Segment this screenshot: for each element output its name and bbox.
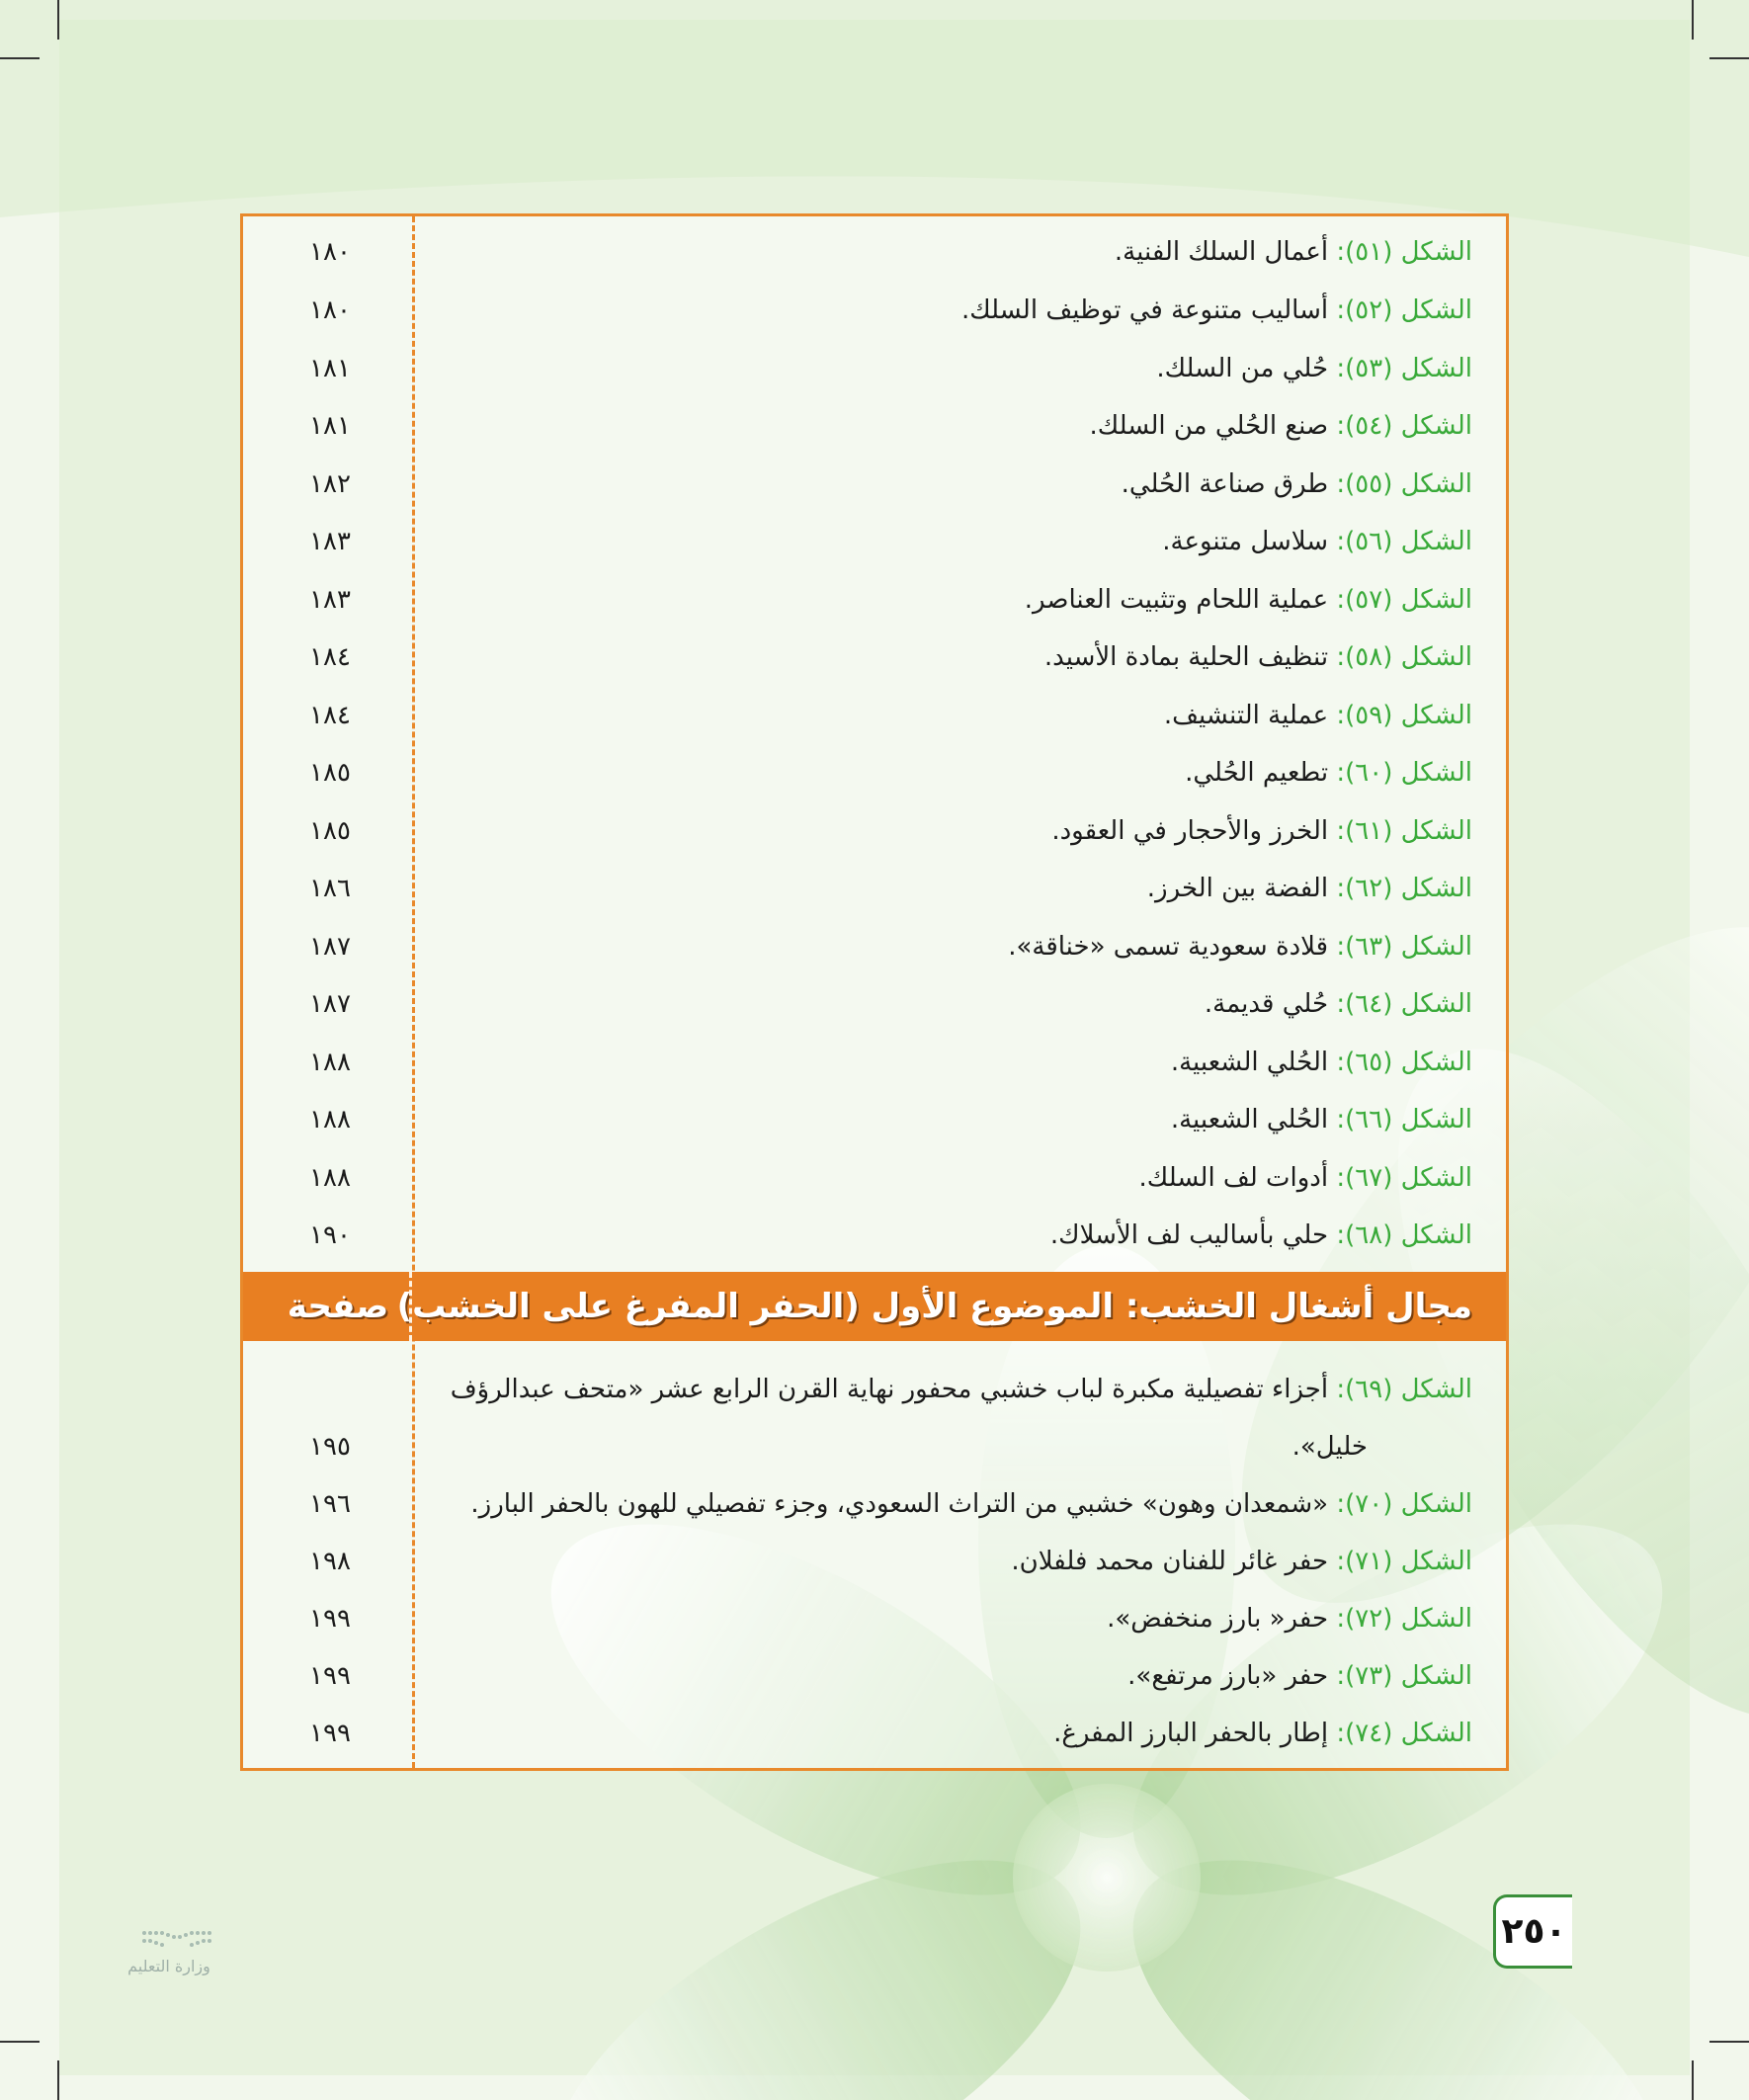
page-number-cell: ١٨٠ — [309, 295, 351, 325]
figure-caption: قلادة سعودية تسمى «خناقة». — [1008, 932, 1329, 962]
figure-label: الشكل (٦٠): — [1336, 758, 1472, 788]
list-item — [243, 1482, 1506, 1526]
list-item — [243, 637, 1506, 677]
crop-mark — [1709, 57, 1749, 59]
figure-caption: حُلي من السلك. — [1156, 354, 1329, 383]
page-number-cell: ١٨٦ — [309, 874, 351, 903]
figure-caption: الفضة بين الخرز. — [1146, 874, 1329, 903]
crop-mark — [0, 57, 40, 59]
page-number-cell: ١٨٣ — [309, 527, 351, 556]
figure-label: الشكل (٦٥): — [1336, 1048, 1472, 1077]
crop-mark — [1692, 2060, 1694, 2100]
page-number-cell: ١٨٧ — [309, 989, 351, 1019]
page-column-heading: صفحة — [287, 1287, 389, 1326]
header-divider — [409, 1272, 412, 1341]
list-item — [243, 696, 1506, 735]
list-item — [243, 1654, 1506, 1698]
figure-caption: عملية التنشيف. — [1163, 701, 1329, 730]
crop-mark — [1692, 0, 1694, 40]
list-item — [243, 1712, 1506, 1755]
page-number-cell: ١٨١ — [309, 411, 351, 441]
section-header-band — [243, 1272, 1506, 1341]
figure-caption: أدوات لف السلك. — [1138, 1163, 1329, 1193]
list-item — [243, 1100, 1506, 1139]
figure-label: الشكل (٧٠): — [1336, 1489, 1472, 1519]
page-number-tab — [1493, 1894, 1572, 1969]
figure-label: الشكل (٦٢): — [1336, 874, 1472, 903]
figure-label: الشكل (٦٤): — [1336, 989, 1472, 1019]
list-item — [243, 1597, 1506, 1640]
figure-label: الشكل (٥٢): — [1336, 295, 1472, 325]
figure-label: الشكل (٥٥): — [1336, 469, 1472, 499]
figure-label: الشكل (٧١): — [1336, 1547, 1472, 1576]
page-number-cell: ١٨٢ — [309, 469, 351, 499]
page-number-cell: ١٨٨ — [309, 1105, 351, 1134]
crop-mark — [57, 0, 59, 40]
page-number-cell: ١٨٥ — [309, 816, 351, 846]
list-item — [243, 984, 1506, 1024]
page-number-cell: ١٨٣ — [309, 585, 351, 615]
crop-mark — [1709, 2041, 1749, 2043]
page-number-cell: ١٨٤ — [309, 701, 351, 730]
list-item — [243, 1368, 1506, 1411]
figure-label: الشكل (٥٧): — [1336, 585, 1472, 615]
figure-caption: حُلي قديمة. — [1204, 989, 1329, 1019]
figure-label: الشكل (٥٤): — [1336, 411, 1472, 441]
list-item — [243, 811, 1506, 851]
figure-label: الشكل (٥٦): — [1336, 527, 1472, 556]
figure-caption: حفر« بارز منخفض». — [1107, 1604, 1329, 1634]
figure-label: الشكل (٦٨): — [1336, 1220, 1472, 1250]
page-number-cell: ١٩٦ — [309, 1489, 351, 1519]
figure-caption: تطعيم الحُلي. — [1185, 758, 1329, 788]
list-item — [243, 1043, 1506, 1082]
logo-dots-icon — [95, 1927, 243, 1957]
section-title: مجال أشغال الخشب: الموضوع الأول (الحفر المفرغ على الخشب) — [396, 1287, 1472, 1326]
page-number-cell: ١٨٨ — [309, 1163, 351, 1193]
page-number-cell: ١٨٧ — [309, 932, 351, 962]
page-number-cell: ١٩٠ — [309, 1220, 351, 1250]
list-item — [243, 927, 1506, 966]
page-number-cell: ١٩٩ — [309, 1719, 351, 1748]
figure-caption: سلاسل متنوعة. — [1162, 527, 1329, 556]
figure-caption: أعمال السلك الفنية. — [1114, 237, 1329, 267]
figure-caption: خليل». — [1291, 1432, 1368, 1462]
ministry-logo — [95, 1927, 243, 1996]
figure-caption: أساليب متنوعة في توظيف السلك. — [960, 295, 1329, 325]
figure-caption: تنظيف الحلية بمادة الأسيد. — [1043, 642, 1329, 672]
list-item — [243, 232, 1506, 272]
figure-label: الشكل (٥٨): — [1336, 642, 1472, 672]
figure-caption: حفر غائر للفنان محمد فلفلان. — [1011, 1547, 1329, 1576]
figure-caption: الحُلي الشعبية. — [1170, 1105, 1329, 1134]
figure-caption: صنع الحُلي من السلك. — [1089, 411, 1329, 441]
list-item — [243, 580, 1506, 620]
figure-caption: الخرز والأحجار في العقود. — [1051, 816, 1329, 846]
page-number-cell: ١٩٩ — [309, 1604, 351, 1634]
figure-caption: حلي بأساليب لف الأسلاك. — [1049, 1220, 1329, 1250]
page-number-cell: ١٩٩ — [309, 1661, 351, 1691]
list-item — [243, 349, 1506, 388]
figure-caption: «شمعدان وهون» خشبي من التراث السعودي، وجزء تفصيلي للهون بالحفر البارز. — [470, 1489, 1329, 1519]
crop-mark — [0, 2041, 40, 2043]
figure-caption: حفر «بارز مرتفع». — [1127, 1661, 1329, 1691]
list-item — [243, 753, 1506, 793]
list-item — [243, 1425, 1506, 1469]
page-number-cell: ١٨١ — [309, 354, 351, 383]
figure-label: الشكل (٦٦): — [1336, 1105, 1472, 1134]
figure-label: الشكل (٦١): — [1336, 816, 1472, 846]
list-item — [243, 1540, 1506, 1583]
list-item — [243, 522, 1506, 561]
figure-label: الشكل (٦٧): — [1336, 1163, 1472, 1193]
page-number-cell: ١٨٤ — [309, 642, 351, 672]
figure-label: الشكل (٥٩): — [1336, 701, 1472, 730]
list-item — [243, 1216, 1506, 1255]
list-item — [243, 291, 1506, 330]
page-number-cell: ١٨٨ — [309, 1048, 351, 1077]
figure-caption: الحُلي الشعبية. — [1170, 1048, 1329, 1077]
figure-caption: عملية اللحام وتثبيت العناصر. — [1024, 585, 1329, 615]
figure-label: الشكل (٦٩): — [1336, 1375, 1472, 1404]
page-number: ٢٥٠ — [1501, 1911, 1567, 1952]
page-number-cell: ١٩٨ — [309, 1547, 351, 1576]
crop-mark — [57, 2060, 59, 2100]
figure-label: الشكل (٥١): — [1336, 237, 1472, 267]
page-number-cell: ١٨٥ — [309, 758, 351, 788]
list-item — [243, 1158, 1506, 1198]
figure-caption: إطار بالحفر البارز المفرغ. — [1053, 1719, 1329, 1748]
page-number-cell: ١٩٥ — [309, 1432, 351, 1462]
figure-label: الشكل (٦٣): — [1336, 932, 1472, 962]
logo-text: وزارة التعليم — [127, 1957, 210, 1975]
list-item — [243, 406, 1506, 446]
page-number-cell: ١٨٠ — [309, 237, 351, 267]
list-item — [243, 869, 1506, 908]
figure-label: الشكل (٥٣): — [1336, 354, 1472, 383]
figure-label: الشكل (٧٢): — [1336, 1604, 1472, 1634]
figure-caption: طرق صناعة الحُلي. — [1121, 469, 1329, 499]
figure-label: الشكل (٧٤): — [1336, 1719, 1472, 1748]
figure-caption: أجزاء تفصيلية مكبرة لباب خشبي محفور نهاية القرن الرابع عشر «متحف عبدالرؤف — [450, 1375, 1329, 1404]
list-item — [243, 464, 1506, 504]
figure-label: الشكل (٧٣): — [1336, 1661, 1472, 1691]
